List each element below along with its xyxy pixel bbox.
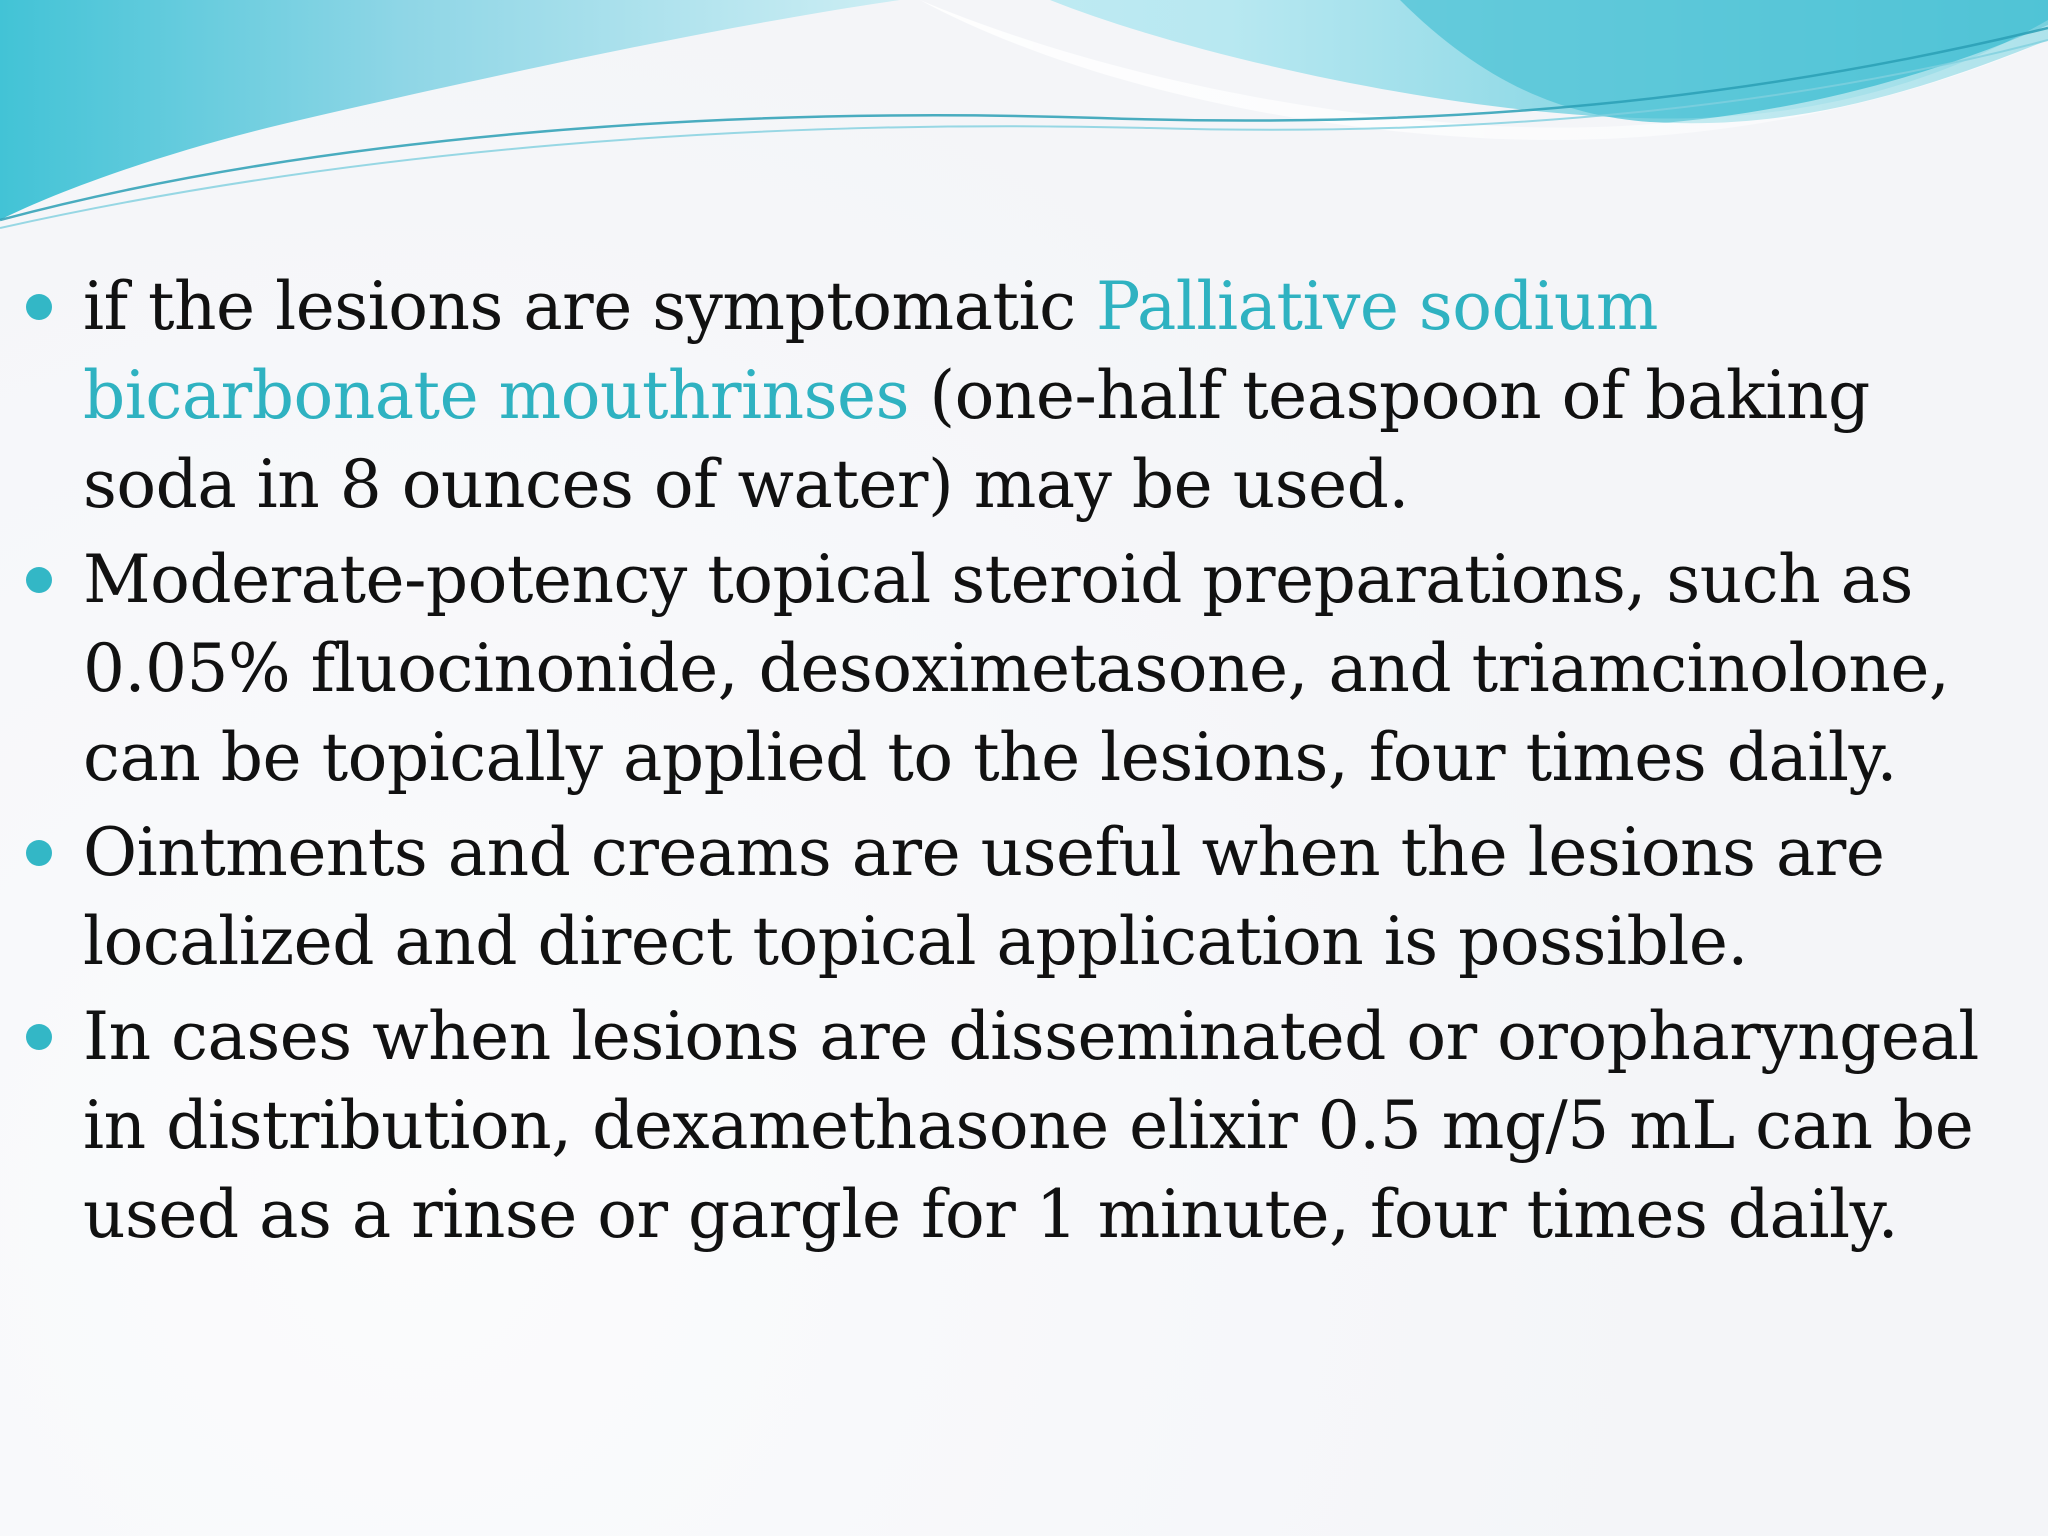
bullet-dot-icon xyxy=(26,1024,52,1050)
bullet-item-2 xyxy=(26,535,2026,802)
bullet-dot-icon xyxy=(26,840,52,866)
bullet-list xyxy=(26,262,2026,1259)
slide-content xyxy=(26,262,2026,1265)
bullet-4-text: In cases when lesions are disseminated or oropharyngeal in distribution, dexamethasone elixir 0.5 mg/5 mL can be used as a rinse or gargle for 1 minute, four times daily. xyxy=(83,998,1979,1253)
bullet-1-rest: (one-half teaspoon of baking soda in 8 ounces of water) may be used. xyxy=(83,357,1870,523)
bullet-1-highlight: Palliative sodium bicarbonate mouthrinses xyxy=(83,268,1658,434)
header-wave-decoration xyxy=(0,0,2048,240)
bullet-dot-icon xyxy=(26,567,52,593)
bullet-item-4 xyxy=(26,992,2026,1259)
bullet-2-text: Moderate-potency topical steroid preparations, such as 0.05% fluocinonide, desoximetasone, and triamcinolone, can be topically applied to the lesions, four times daily. xyxy=(83,541,1950,796)
bullet-item-1 xyxy=(26,262,2026,529)
wave-band-left xyxy=(0,0,900,220)
bullet-1-lead: if the lesions are symptomatic xyxy=(83,268,1097,345)
bullet-dot-icon xyxy=(26,294,52,320)
bullet-3-text: Ointments and creams are useful when the lesions are localized and direct topical application is possible. xyxy=(83,814,1885,980)
bullet-item-3 xyxy=(26,808,2026,986)
